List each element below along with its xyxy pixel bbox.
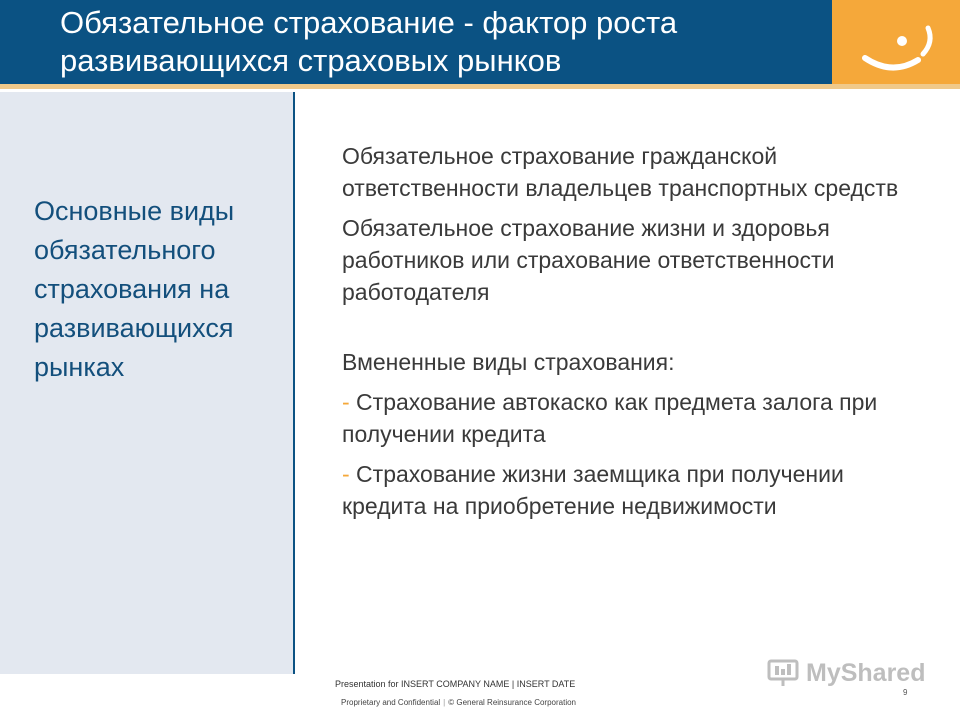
content-area <box>342 140 902 522</box>
smile-logo-icon <box>832 0 960 84</box>
footer-confidential-line <box>341 698 671 707</box>
dash-marker: - <box>342 389 350 415</box>
panel-divider <box>293 92 295 674</box>
dash-marker: - <box>342 461 350 487</box>
company-logo <box>832 0 960 84</box>
content-item-2: Обязательное страхование жизни и здоровья работников или страхование ответственности работодателя <box>342 215 835 305</box>
sub-item-1 <box>342 386 902 450</box>
content-subheading: Вмененные виды страхования: <box>342 349 675 375</box>
sub-item-2 <box>342 458 902 522</box>
footer-proprietary: Proprietary and Confidential <box>341 698 441 707</box>
projector-icon <box>766 658 800 688</box>
watermark-text: MyShared <box>806 658 926 687</box>
page-number: 9 <box>903 688 908 697</box>
footer-presentation-line: Presentation for INSERT COMPANY NAME | INSERT DATE <box>335 679 576 689</box>
watermark <box>766 656 936 690</box>
slide-title: Обязательное страхование - фактор роста развивающихся страховых рынков <box>60 5 678 78</box>
content-item-1: Обязательное страхование гражданской ответственности владельцев транспортных средств <box>342 143 899 201</box>
sub-item-1-text: Страхование автокаско как предмета залога при получении кредита <box>342 389 878 447</box>
footer-copyright: © General Reinsurance Corporation <box>448 698 576 707</box>
footer-separator: | <box>443 698 446 707</box>
slide-header <box>0 0 832 84</box>
left-panel-heading: Основные виды обязательного страхования на развивающихся рынках <box>34 196 235 382</box>
sub-item-2-text: Страхование жизни заемщика при получении кредита на приобретение недвижимости <box>342 461 844 519</box>
